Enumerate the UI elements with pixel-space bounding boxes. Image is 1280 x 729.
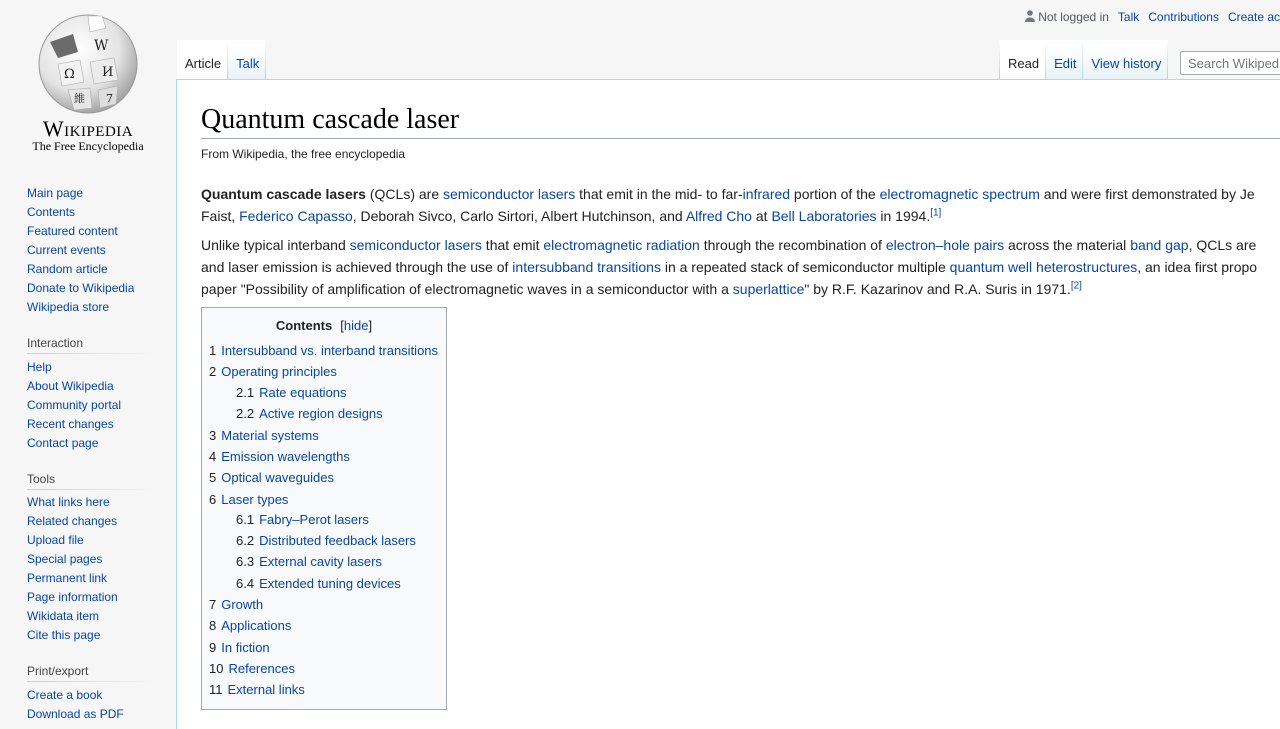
user-icon (1025, 10, 1035, 22)
link-semiconductor-lasers[interactable]: semiconductor lasers (349, 237, 482, 253)
intro-paragraph-2-line-3 (201, 278, 1280, 300)
toc-link[interactable] (236, 533, 416, 548)
table-of-contents (201, 307, 447, 710)
tab-view-history[interactable] (1083, 40, 1168, 80)
text-run: , Deborah Sivco, Carlo Sirtori, Albert Hutchinson, and (352, 208, 686, 224)
toc-text: Material systems (221, 428, 319, 443)
link-quantum-well-heterostructures[interactable]: quantum well heterostructures (949, 259, 1138, 275)
toc-number: 6 (209, 492, 217, 507)
sidebar-item-main-page[interactable]: Main page (27, 186, 84, 200)
toc-toggle: [hide] (340, 318, 373, 333)
sidebar-interaction (27, 336, 155, 453)
toc-text: Rate equations (259, 385, 347, 400)
link-electromagnetic-radiation[interactable]: electromagnetic radiation (543, 237, 700, 253)
sidebar-item-contact-page[interactable]: Contact page (27, 436, 99, 450)
sidebar-item-upload-file[interactable]: Upload file (27, 533, 84, 547)
text-run: across the material (1004, 237, 1131, 253)
sidebar-item-store[interactable]: Wikipedia store (27, 300, 110, 314)
toc-title-label: Contents (275, 318, 333, 333)
toc-link[interactable] (209, 364, 337, 379)
toc-link[interactable] (209, 492, 288, 507)
toc-item[interactable] (209, 618, 291, 633)
sidebar-heading-tools: Tools (27, 472, 155, 490)
toc-item[interactable] (209, 492, 288, 507)
sidebar-item-special-pages[interactable]: Special pages (27, 552, 103, 566)
text-run: (QCLs) are (365, 186, 443, 202)
tab-view-history-label[interactable]: View history (1091, 56, 1162, 71)
toc-title (202, 318, 446, 338)
toc-link[interactable] (209, 640, 270, 655)
text-run: through the recombination of (699, 237, 886, 253)
toc-number: 6.2 (236, 533, 255, 548)
sidebar-item-current-events[interactable]: Current events (27, 243, 106, 257)
page-title: Quantum cascade laser (201, 102, 1280, 139)
sidebar-item-permanent-link[interactable]: Permanent link (27, 571, 108, 585)
toc-number: 3 (209, 428, 217, 443)
toc-number: 11 (209, 682, 223, 697)
text-run: and laser emission is achieved through the use of (201, 259, 513, 275)
toc-text: Fabry–Perot lasers (259, 512, 369, 527)
toc-item[interactable] (209, 449, 350, 464)
intro-paragraph-2-line-1 (201, 234, 1280, 256)
globe-icon (28, 12, 146, 116)
sidebar-item-featured-content[interactable]: Featured content (27, 224, 118, 238)
toc-item[interactable] (236, 554, 382, 569)
svg-text:7: 7 (106, 92, 113, 105)
text-run: " by R.F. Kazarinov and R.A. Suris in 1971. (804, 281, 1071, 297)
toc-number: 4 (209, 449, 217, 464)
content-area (176, 79, 1280, 729)
toc-text: Operating principles (221, 364, 337, 379)
search-input[interactable] (1180, 51, 1280, 75)
toc-number: 10 (209, 661, 224, 676)
toc-item[interactable] (236, 385, 347, 400)
not-logged-in (1025, 10, 1109, 24)
toc-text: Extended tuning devices (259, 576, 401, 591)
personal-contributions-link[interactable]: Contributions (1148, 10, 1219, 24)
toc-number: 8 (209, 618, 217, 633)
link-federico-capasso[interactable]: Federico Capasso (239, 208, 353, 224)
tab-talk-label[interactable]: Talk (236, 56, 260, 71)
tab-edit-label[interactable]: Edit (1054, 56, 1077, 71)
toc-item[interactable] (236, 406, 383, 421)
site-subtitle: From Wikipedia, the free encyclopedia (201, 147, 406, 161)
toc-text: In fiction (221, 640, 270, 655)
toc-text: References (228, 661, 295, 676)
sidebar-item-community-portal[interactable]: Community portal (27, 398, 122, 412)
toc-number: 2 (209, 364, 217, 379)
toc-item[interactable] (209, 682, 305, 697)
sidebar-item-contents[interactable]: Contents (27, 205, 76, 219)
tab-talk[interactable] (228, 40, 266, 80)
link-intersubband-transitions[interactable]: intersubband transitions (512, 259, 661, 275)
toc-link[interactable] (209, 597, 263, 612)
toc-text: External cavity lasers (259, 554, 382, 569)
toc-text: Optical waveguides (221, 470, 334, 485)
citation-1[interactable]: [1] (930, 207, 942, 219)
sidebar-print-export (27, 664, 155, 724)
toc-number: 1 (209, 343, 217, 358)
toc-text: Distributed feedback lasers (259, 533, 416, 548)
sidebar-item-page-information[interactable]: Page information (27, 590, 118, 604)
text-run: in a repeated stack of semiconductor multiple (660, 259, 950, 275)
sidebar-item-donate[interactable]: Donate to Wikipedia (27, 281, 135, 295)
link-bell-laboratories[interactable]: Bell Laboratories (771, 208, 877, 224)
svg-text:W: W (94, 38, 109, 54)
toc-link[interactable] (209, 428, 319, 443)
svg-text:Ω: Ω (64, 67, 75, 82)
toc-hide-button[interactable]: hide (343, 318, 369, 333)
toc-text: Intersubband vs. interband transitions (221, 343, 439, 358)
link-infrared[interactable]: infrared (742, 186, 791, 202)
toc-number: 2.1 (236, 385, 255, 400)
toc-link[interactable] (209, 682, 305, 697)
toc-number: 7 (209, 597, 217, 612)
tab-article[interactable] (177, 40, 228, 80)
toc-link[interactable] (236, 512, 369, 527)
sidebar-heading-print-export: Print/export (27, 664, 155, 682)
toc-item[interactable] (209, 640, 270, 655)
toc-item[interactable] (209, 428, 319, 443)
toc-item[interactable] (236, 576, 401, 591)
text-run: paper "Possibility of amplification of electromagnetic waves in a semiconductor with a (201, 281, 733, 297)
create-account-link[interactable]: Create ac (1227, 10, 1280, 24)
sidebar-item-download-pdf[interactable]: Download as PDF (27, 707, 124, 721)
text-run: that emit in the mid- to far- (575, 186, 743, 202)
text-run: that emit (481, 237, 544, 253)
text-run: , QCLs are (1188, 237, 1257, 253)
toc-number: 9 (209, 640, 217, 655)
text-run: at (751, 208, 772, 224)
sidebar-item-create-book[interactable]: Create a book (27, 688, 103, 702)
toc-item[interactable] (209, 661, 295, 676)
link-superlattice[interactable]: superlattice (732, 281, 805, 297)
toc-link[interactable] (209, 661, 295, 676)
tab-read-label: Read (1008, 56, 1040, 71)
intro-paragraph-1-line-2 (201, 205, 1280, 227)
sidebar-item-wikidata-item[interactable]: Wikidata item (27, 609, 100, 623)
toc-item[interactable] (209, 470, 334, 485)
text-run: Faist, (201, 208, 240, 224)
sidebar-item-cite-this-page[interactable]: Cite this page (27, 628, 101, 642)
toc-link[interactable] (209, 343, 438, 358)
toc-item[interactable] (209, 597, 263, 612)
tab-edit[interactable] (1046, 40, 1083, 80)
sidebar-item-about[interactable]: About Wikipedia (27, 379, 114, 393)
text-run: in 1994. (876, 208, 931, 224)
toc-link[interactable] (236, 385, 347, 400)
link-semiconductor-lasers[interactable]: semiconductor lasers (443, 186, 576, 202)
link-electromagnetic-spectrum[interactable]: electromagnetic spectrum (879, 186, 1040, 202)
toc-item[interactable] (236, 512, 369, 527)
view-tabs (999, 40, 1168, 80)
not-logged-in-label: Not logged in (1038, 10, 1109, 24)
sidebar-item-recent-changes[interactable]: Recent changes (27, 417, 114, 431)
link-alfred-cho[interactable]: Alfred Cho (685, 208, 752, 224)
toc-number: 5 (209, 470, 217, 485)
svg-text:維: 維 (74, 92, 85, 105)
toc-number: 6.3 (236, 554, 255, 569)
svg-text:И: И (102, 65, 114, 80)
toc-link[interactable] (236, 576, 401, 591)
toc-link[interactable] (209, 470, 334, 485)
toc-text: Growth (221, 597, 264, 612)
text-run: portion of the (790, 186, 880, 202)
toc-item[interactable] (209, 364, 337, 379)
tab-read[interactable] (999, 40, 1046, 80)
toc-item[interactable] (209, 343, 438, 358)
toc-number: 2.2 (236, 406, 255, 421)
sidebar-item-random-article[interactable]: Random article (27, 262, 108, 276)
tab-article-label: Article (185, 56, 222, 71)
sidebar-tools (27, 472, 155, 645)
sidebar-item-what-links-here[interactable]: What links here (27, 495, 110, 509)
text-run: Unlike typical interband (201, 237, 350, 253)
toc-text: Applications (221, 618, 292, 633)
intro-paragraph-1-line-1 (201, 183, 1280, 205)
toc-item[interactable] (236, 533, 416, 548)
bold-term: Quantum cascade lasers (201, 186, 366, 202)
sidebar-item-related-changes[interactable]: Related changes (27, 514, 118, 528)
toc-text: External links (227, 682, 305, 697)
text-run: , an idea first propo (1137, 259, 1258, 275)
search-placeholder: Search Wikiped (1188, 56, 1280, 71)
sidebar-heading-interaction: Interaction (27, 336, 155, 354)
wikipedia-wordmark: Wikipedia (42, 116, 134, 141)
text-run: and were first demonstrated by Je (1039, 186, 1255, 202)
toc-text: Emission wavelengths (221, 449, 350, 464)
toc-number: 6.4 (236, 576, 255, 591)
toc-link[interactable] (209, 618, 291, 633)
toc-text: Laser types (221, 492, 289, 507)
link-electron-hole-pairs[interactable]: electron–hole pairs (885, 237, 1005, 253)
personal-tools (1016, 10, 1280, 24)
link-band-gap[interactable]: band gap (1130, 237, 1189, 253)
citation-2[interactable]: [2] (1070, 280, 1082, 292)
toc-link[interactable] (209, 449, 350, 464)
toc-number: 6.1 (236, 512, 255, 527)
toc-text: Active region designs (259, 406, 383, 421)
toc-link[interactable] (236, 406, 383, 421)
personal-talk-link[interactable]: Talk (1117, 10, 1140, 24)
toc-link[interactable] (236, 554, 382, 569)
wikipedia-logo[interactable] (0, 0, 176, 160)
intro-paragraph-2-line-2 (201, 256, 1280, 278)
namespace-tabs (177, 40, 266, 80)
sidebar-navigation (27, 184, 155, 317)
sidebar-item-help[interactable]: Help (27, 360, 52, 374)
wikipedia-tagline: The Free Encyclopedia (32, 139, 144, 153)
